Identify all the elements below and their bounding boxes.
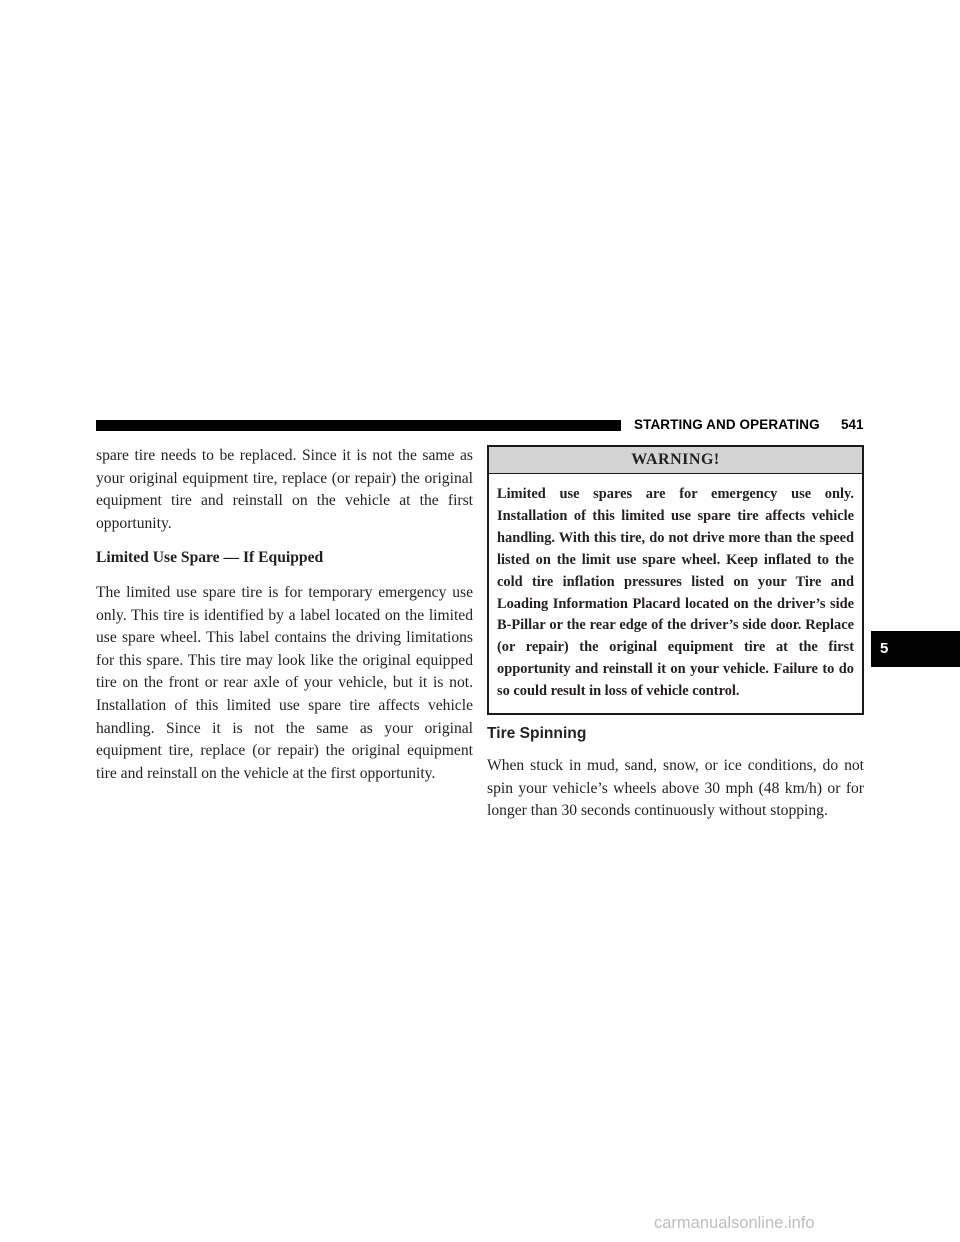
watermark: carmanualsonline.info bbox=[654, 1214, 815, 1232]
subheading-limited-use-spare: Limited Use Spare — If Equipped bbox=[96, 549, 324, 567]
running-header-title: STARTING AND OPERATING bbox=[634, 417, 820, 432]
warning-title: WARNING! bbox=[489, 447, 862, 474]
paragraph-tire-spinning: When stuck in mud, sand, snow, or ice conditions, do not spin your vehicle’s wheels above 30 mph (48 km/h) or for longer than 30 seconds continuously without stopping. bbox=[487, 757, 864, 820]
page-number: 541 bbox=[841, 417, 864, 432]
paragraph-continued: spare tire needs to be replaced. Since it is not the same as your original equipment tire, replace (or repair) the original equipment tire and reinstall on the vehicle at the first opportunity. bbox=[96, 447, 473, 532]
right-column bbox=[487, 445, 864, 823]
left-column bbox=[96, 445, 473, 785]
section-heading-tire-spinning: Tire Spinning bbox=[487, 725, 587, 743]
paragraph-limited-use-spare: The limited use spare tire is for temporary emergency use only. This tire is identified by a label located on the limited use spare wheel. This label contains the driving limitations for this spare. This tire may look like the original equipped tire on the front or rear axle of your vehicle, but it is not. Installation of this limited use spare tire affects vehicle handling. Since it is not the same as your original equipment tire, replace (or repair) the original equipment tire and reinstall on the vehicle at the first opportunity. bbox=[96, 583, 473, 782]
chapter-tab: 5 bbox=[871, 631, 960, 667]
warning-body: Limited use spares are for emergency use only. Installation of this limited use spare tire affects vehicle handling. With this tire, do not drive more than the speed listed on the limit use spare wheel. Keep inflated to the cold tire inflation pressures listed on your Tire and Loading Information Placard located on the driver’s side B-Pillar or the rear edge of the driver’s side door. Replace (or repair) the original equipment tire at the first opportunity and reinstall it on your vehicle. Failure to do so could result in loss of vehicle control. bbox=[497, 486, 854, 700]
header-rule bbox=[96, 420, 621, 431]
warning-box bbox=[487, 445, 864, 715]
